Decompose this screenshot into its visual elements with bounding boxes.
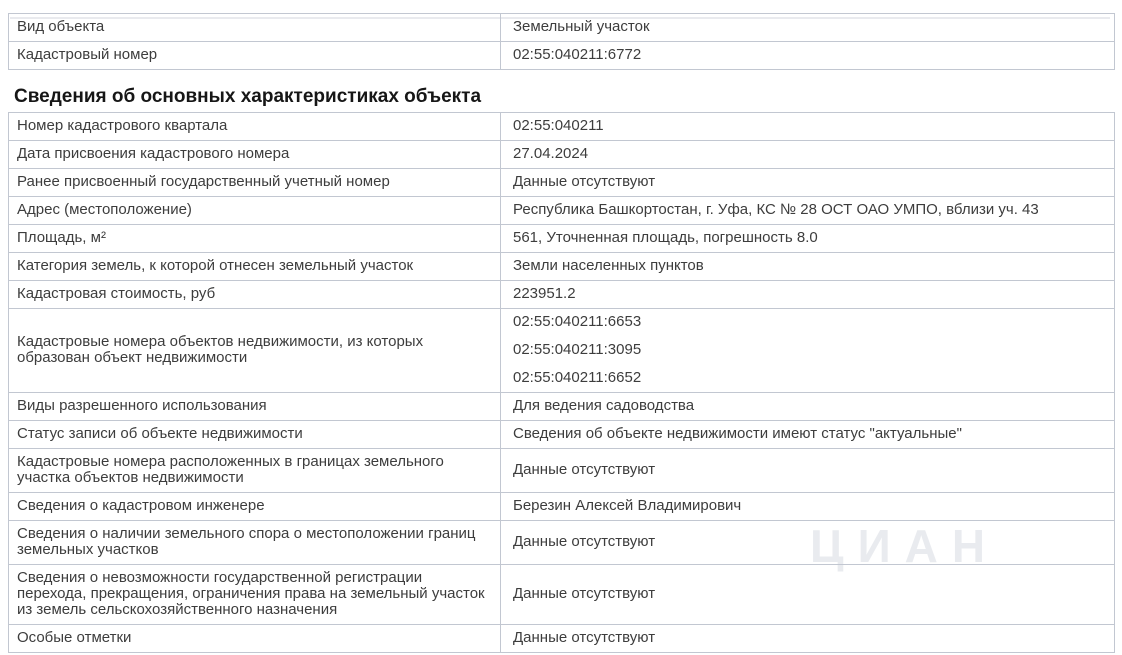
value-line: Земельный участок: [513, 18, 650, 35]
row-value: [500, 309, 1114, 392]
object-characteristics-table: [8, 112, 1115, 653]
table-row: [9, 14, 1114, 41]
value-line: Данные отсутствуют: [513, 533, 656, 550]
row-value: [500, 393, 1114, 420]
table-row: [9, 196, 1114, 224]
table-row: [9, 308, 1114, 392]
value-line: 02:55:040211:3095: [513, 341, 642, 358]
row-label: Номер кадастрового квартала: [17, 117, 228, 134]
row-value: [500, 281, 1114, 308]
table-row: [9, 41, 1114, 69]
row-value: [500, 493, 1114, 520]
table-row: [9, 280, 1114, 308]
row-label: Сведения о кадастровом инженере: [17, 497, 265, 514]
table-row: [9, 168, 1114, 196]
value-line: 02:55:040211:6653: [513, 313, 642, 330]
table-row: [9, 492, 1114, 520]
row-label: Категория земель, к которой отнесен земельный участок: [17, 257, 414, 274]
table-row: [9, 448, 1114, 492]
value-line: Данные отсутствуют: [513, 585, 656, 602]
value-line: 561, Уточненная площадь, погрешность 8.0: [513, 229, 818, 246]
cadastral-record-page: [0, 13, 1122, 655]
value-line: Данные отсутствуют: [513, 461, 656, 478]
row-value: [500, 42, 1114, 69]
row-label: Сведения о невозможности государственной регистрации перехода, прекращения, ограничения права на земельный участок из земель сельскохозяйственного назначения: [17, 569, 485, 618]
value-line: Республика Башкортостан, г. Уфа, КС № 28 ОСТ ОАО УМПО, вблизи уч. 43: [513, 201, 1039, 218]
table-row: [9, 624, 1114, 652]
value-line: Земли населенных пунктов: [513, 257, 704, 274]
row-label: Кадастровая стоимость, руб: [17, 285, 216, 302]
table-row: [9, 224, 1114, 252]
value-line: Данные отсутствуют: [513, 629, 656, 646]
row-value: [500, 521, 1114, 564]
row-value: [500, 197, 1114, 224]
row-value: [500, 169, 1114, 196]
table-row: [9, 392, 1114, 420]
row-label: Виды разрешенного использования: [17, 397, 267, 414]
row-value: [500, 625, 1114, 652]
value-line: Сведения об объекте недвижимости имеют статус "актуальные": [513, 425, 962, 442]
watermark: ЦИАН: [810, 520, 1000, 572]
value-line: 02:55:040211:6772: [513, 46, 642, 63]
table-row: [9, 564, 1114, 624]
table-row: [9, 420, 1114, 448]
value-line: 02:55:040211:6652: [513, 369, 642, 386]
row-value: [500, 449, 1114, 492]
value-line: 27.04.2024: [513, 145, 589, 162]
row-value: [500, 225, 1114, 252]
table-row: [9, 252, 1114, 280]
table-row: [9, 113, 1114, 140]
row-value: [500, 14, 1114, 41]
value-line: 223951.2: [513, 285, 576, 302]
row-label: Дата присвоения кадастрового номера: [17, 145, 290, 162]
row-label: Вид объекта: [17, 18, 105, 35]
row-value: [500, 421, 1114, 448]
table-row: [9, 520, 1114, 564]
row-label: Кадастровые номера объектов недвижимости, из которых образован объект недвижимости: [17, 333, 424, 366]
value-line: 02:55:040211: [513, 117, 604, 134]
row-label: Ранее присвоенный государственный учетный номер: [17, 173, 390, 190]
row-label: Кадастровые номера расположенных в границах земельного участка объектов недвижимости: [17, 453, 444, 486]
section-title: Сведения об основных характеристиках объекта: [14, 86, 482, 107]
object-summary-table: [8, 13, 1115, 70]
table-row: [9, 140, 1114, 168]
value-line: Для ведения садоводства: [513, 397, 695, 414]
row-label: Особые отметки: [17, 629, 132, 646]
value-line: Березин Алексей Владимирович: [513, 497, 742, 514]
row-value: [500, 141, 1114, 168]
row-value: [500, 253, 1114, 280]
row-value: [500, 565, 1114, 624]
row-value: [500, 113, 1114, 140]
row-label: Площадь, м²: [17, 229, 106, 246]
row-label: Сведения о наличии земельного спора о местоположении границ земельных участков: [17, 525, 476, 558]
row-label: Статус записи об объекте недвижимости: [17, 425, 303, 442]
row-label: Кадастровый номер: [17, 46, 158, 63]
row-label: Адрес (местоположение): [17, 201, 192, 218]
value-line: Данные отсутствуют: [513, 173, 656, 190]
